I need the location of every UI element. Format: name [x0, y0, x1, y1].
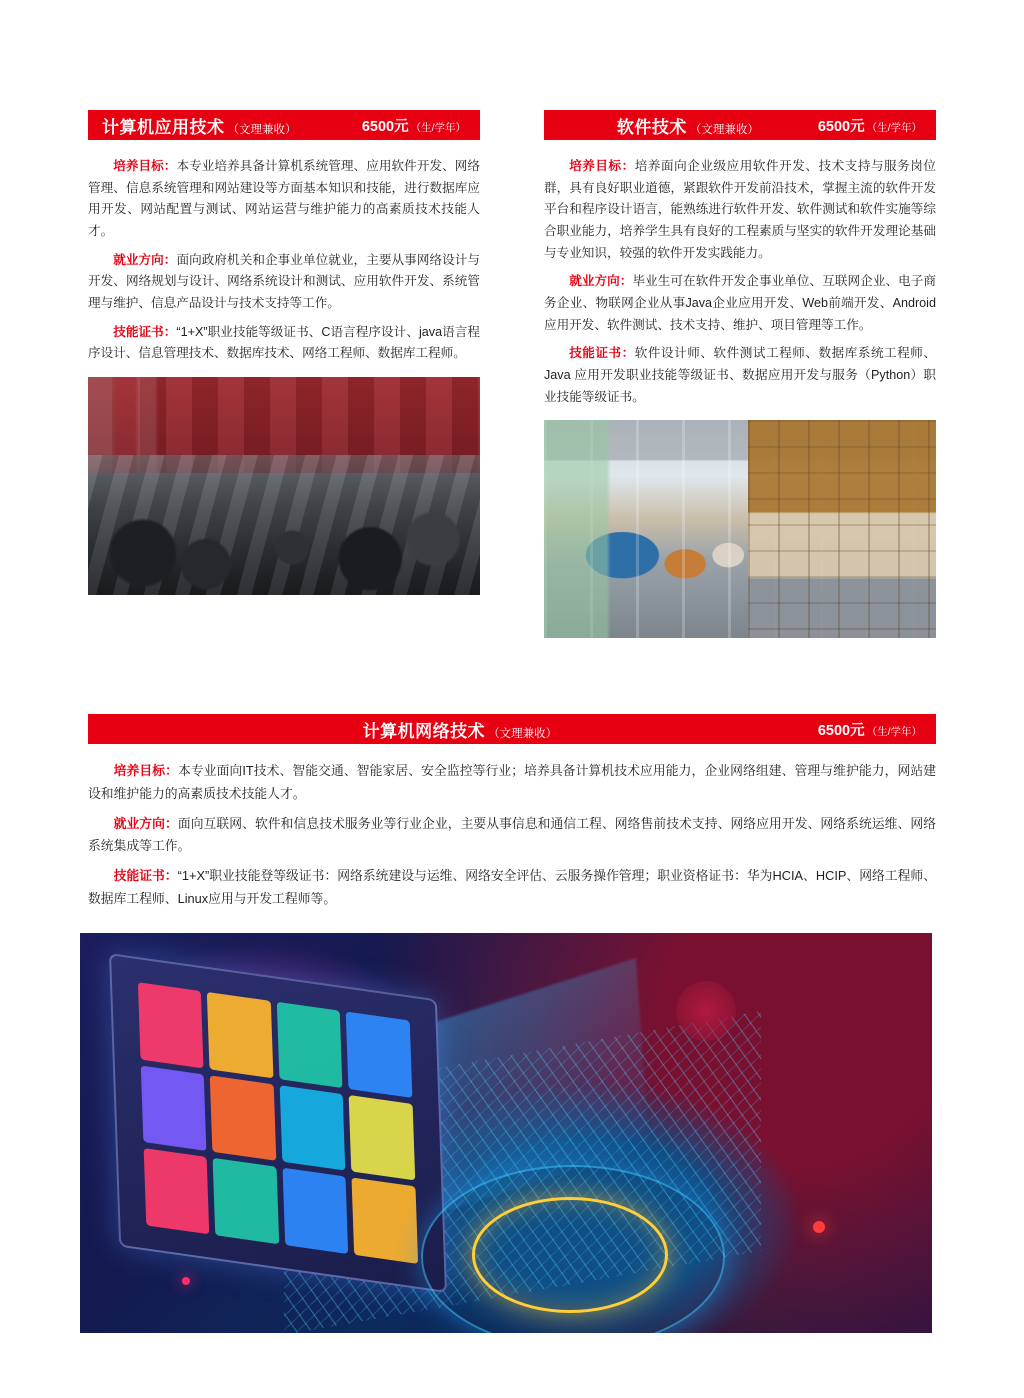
- program-header-left: [558, 113, 818, 138]
- tile: [280, 1085, 346, 1171]
- program-subtitle: （文理兼收）: [488, 727, 558, 740]
- tile: [141, 1065, 207, 1151]
- section-label: 就业方向：: [113, 815, 178, 831]
- program-content: [88, 744, 936, 911]
- glow-dot: [813, 1221, 825, 1233]
- program-section: [88, 813, 936, 859]
- program-header-bar: [88, 110, 480, 140]
- program-card-computer-application: [88, 110, 480, 638]
- program-header-bar: [88, 714, 936, 744]
- section-text: 面向政府机关和企事业单位就业，主要从事网络设计与开发、网络规划与设计、网络系统设计和测试、应用软件开发、系统管理与维护、信息产品设计与技术支持等工作。: [88, 252, 481, 310]
- tile: [144, 1148, 210, 1234]
- glow-dot: [676, 981, 736, 1041]
- program-header-left: [102, 113, 362, 138]
- section-text: 软件设计师、软件测试工程师、数据库系统工程师、Java 应用开发职业技能等级证书、数据应用开发与服务（Python）职业技能等级证书。: [544, 346, 937, 404]
- tile: [277, 1002, 343, 1088]
- tile: [138, 982, 204, 1068]
- section-label: 培养目标：: [113, 763, 178, 778]
- tile: [352, 1178, 418, 1264]
- program-title: 计算机网络技术: [362, 721, 486, 741]
- program-section: [88, 760, 936, 806]
- section-text: 本专业面向IT技术、智能交通、智能家居、安全监控等行业；培养具备计算机技术应用能力，企业网络组建、管理与维护能力，网站建设和维护能力的高素质技术技能人才。: [88, 763, 937, 801]
- glow-dot: [182, 1277, 190, 1285]
- program-section: [88, 865, 936, 911]
- program-card-software-technology: [544, 110, 936, 638]
- program-section: [544, 156, 936, 264]
- section-label: 技能证书：: [113, 324, 177, 339]
- program-header-right: [818, 719, 922, 740]
- program-header-right: [818, 115, 922, 136]
- program-subtitle: （文理兼收）: [227, 123, 297, 136]
- computer-classroom-photo: [88, 377, 480, 595]
- section-text: “1+X”职业技能登等级证书：网络系统建设与运维、网络安全评估、云服务操作管理；职业资格证书：华为HCIA、HCIP、网络工程师、数据库工程师、Linux应用与开发工程师等。: [88, 868, 937, 906]
- program-content: [544, 140, 936, 408]
- tile: [346, 1012, 412, 1098]
- section-text: 毕业生可在软件开发企事业单位、互联网企业、电子商务企业、物联网企业从事Java企业应用开发、Web前端开发、Android应用开发、软件测试、技术支持、维护、项目管理等工作。: [544, 274, 937, 332]
- network-technology-photo: [80, 933, 932, 1333]
- section-label: 就业方向：: [113, 252, 177, 267]
- program-section: [544, 343, 936, 408]
- program-section: [88, 156, 480, 243]
- program-price: 6500元: [817, 722, 865, 739]
- program-title: 计算机应用技术: [102, 117, 225, 137]
- section-text: “1+X”职业技能等级证书、C语言程序设计、java语言程序设计、信息管理技术、数据库技术、网络工程师、数据库工程师。: [88, 324, 480, 361]
- program-subtitle: （文理兼收）: [689, 123, 759, 136]
- section-label: 就业方向：: [569, 274, 633, 289]
- program-card-computer-network: [88, 714, 936, 918]
- program-price-unit: （生/学年）: [410, 121, 466, 134]
- section-text: 本专业培养具备计算机系统管理、应用软件开发、网络管理、信息系统管理和网站建设等方面基本知识和技能，进行数据库应用开发、网站配置与测试、网站运营与维护能力的高素质技术技能人才。: [88, 159, 481, 238]
- tile: [349, 1095, 415, 1181]
- program-header-left: [102, 717, 818, 742]
- program-header-bar: [544, 110, 936, 140]
- section-label: 技能证书：: [113, 868, 178, 884]
- section-label: 培养目标：: [569, 159, 635, 173]
- library-lounge-photo: [544, 420, 936, 638]
- program-price: 6500元: [361, 118, 409, 135]
- tile: [282, 1168, 348, 1254]
- program-section: [544, 271, 936, 336]
- tile: [213, 1158, 279, 1244]
- program-columns: [88, 110, 936, 638]
- program-title: 软件技术: [616, 117, 687, 137]
- section-label: 培养目标：: [113, 159, 177, 173]
- section-text: 面向互联网、软件和信息技术服务业等行业企业，主要从事信息和通信工程、网络售前技术支持、网络应用开发、网络系统运维、网络系统集成等工作。: [88, 815, 937, 854]
- program-section: [88, 322, 480, 365]
- program-section: [88, 250, 480, 315]
- program-header-right: [362, 115, 466, 136]
- program-price-unit: （生/学年）: [866, 121, 922, 134]
- program-content: [88, 140, 480, 365]
- section-text: 培养面向企业级应用软件开发、技术支持与服务岗位群，具有良好职业道德，紧跟软件开发前沿技术，掌握主流的软件开发平台和程序设计语言，能熟练进行软件开发、软件测试和软件实施等综合职业能力，培养学生具有良好的工程素质与坚实的软件开发理论基础与专业知识，较强的软件开发实践能力。: [544, 159, 937, 260]
- tile: [207, 992, 273, 1078]
- program-price-unit: （生/学年）: [866, 725, 922, 738]
- inner-ring-decoration: [472, 1197, 668, 1313]
- app-tiles: [138, 982, 418, 1264]
- tablet-device-illustration: [109, 953, 447, 1293]
- tile: [210, 1075, 276, 1161]
- section-label: 技能证书：: [569, 346, 635, 361]
- program-price: 6500元: [817, 118, 865, 135]
